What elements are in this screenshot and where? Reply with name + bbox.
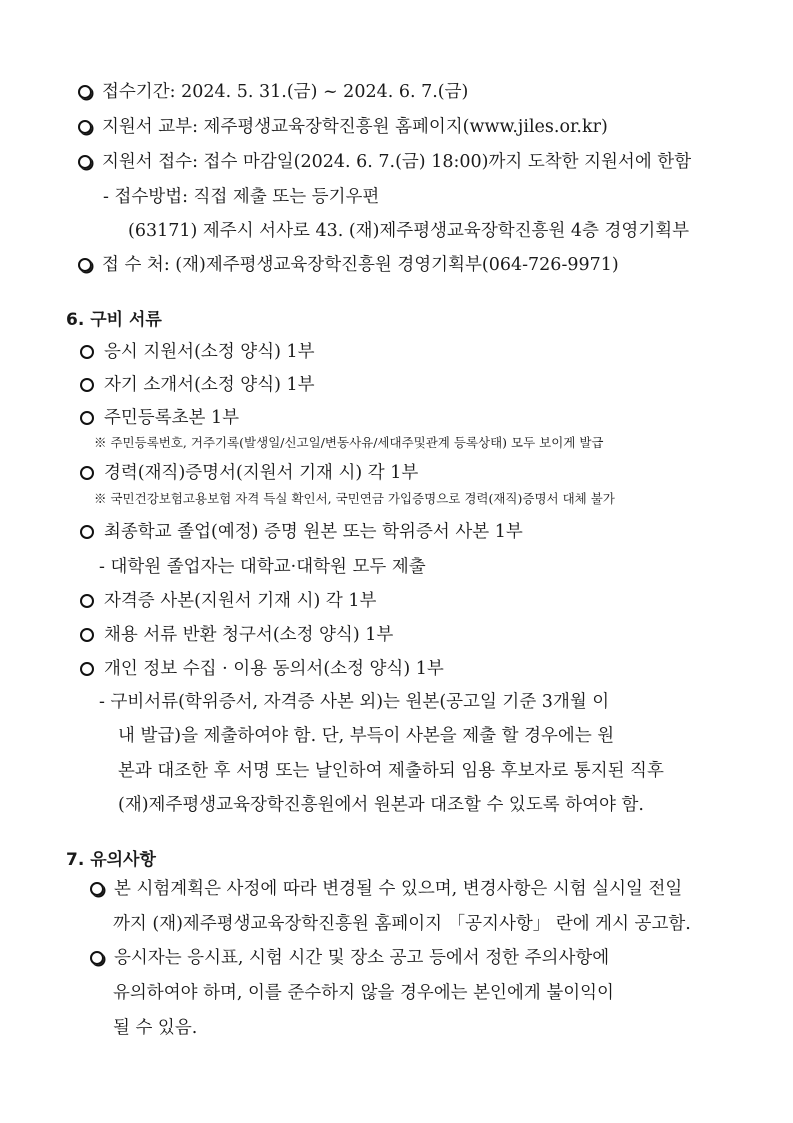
circle-bullet-icon (80, 628, 94, 642)
note-career: ※ 국민건강보험고용보험 자격 득실 확인서, 국민연금 가입증명으로 경력(재직)증명서 대체 불가 (94, 491, 615, 506)
application-submission: 지원서 접수: 접수 마감일(2024. 6. 7.(금) 18:00)까지 도착한 지원서에 한함 (78, 150, 691, 174)
application-period: 접수기간: 2024. 5. 31.(금) ~ 2024. 6. 7.(금) (78, 80, 468, 104)
circle-bullet-icon (80, 594, 94, 608)
circle-bullet-icon (80, 466, 94, 480)
list-item: 자격증 사본(지원서 기재 시) 각 1부 (80, 589, 376, 613)
section6-title: 6. 구비 서류 (66, 310, 162, 330)
list-item: 개인 정보 수집 · 이용 동의서(소정 양식) 1부 (80, 657, 444, 681)
circle-bullet-icon (80, 378, 94, 392)
circle-bullet-icon (90, 951, 104, 965)
sub-docs-line: (재)제주평생교육장학진흥원에서 원본과 대조할 수 있도록 하여야 함. (118, 795, 644, 815)
application-address: (63171) 제주시 서사로 43. (재)제주평생교육장학진흥원 4층 경영기획부 (128, 221, 690, 241)
sub-docs-line: 내 발급)을 제출하여야 함. 단, 부득이 사본을 제출 할 경우에는 원 (118, 726, 615, 746)
section7-title: 7. 유의사항 (66, 850, 156, 870)
circle-bullet-icon (78, 120, 92, 134)
list-item: 최종학교 졸업(예정) 증명 원본 또는 학위증서 사본 1부 (80, 520, 523, 544)
sub-docs-line: - 구비서류(학위증서, 자격증 사본 외)는 원본(공고일 기준 3개월 이 (99, 692, 610, 712)
notice-item-cont: 유의하여야 하며, 이를 준수하지 않을 경우에는 본인에게 불이익이 (113, 983, 614, 1003)
circle-bullet-icon (78, 85, 92, 99)
circle-bullet-icon (80, 662, 94, 676)
list-item: 경력(재직)증명서(지원서 기재 시) 각 1부 (80, 461, 418, 485)
notice-item: 본 시험계획은 사정에 따라 변경될 수 있으며, 변경사항은 시험 실시일 전일 (90, 877, 682, 901)
application-office: 접 수 처: (재)제주평생교육장학진흥원 경영기획부(064-726-9971) (78, 253, 619, 277)
notice-item: 응시자는 응시표, 시험 시간 및 장소 공고 등에서 정한 주의사항에 (90, 946, 609, 970)
list-item: 주민등록초본 1부 (80, 406, 239, 430)
application-method: - 접수방법: 직접 제출 또는 등기우편 (103, 187, 380, 207)
sub-graduate: - 대학원 졸업자는 대학교·대학원 모두 제출 (99, 557, 426, 577)
circle-bullet-icon (80, 345, 94, 359)
circle-bullet-icon (80, 411, 94, 425)
circle-bullet-icon (80, 525, 94, 539)
list-item: 채용 서류 반환 청구서(소정 양식) 1부 (80, 623, 393, 647)
list-item: 응시 지원서(소정 양식) 1부 (80, 340, 315, 364)
note-resident: ※ 주민등록번호, 거주기록(발생일/신고일/변동사유/세대주및관계 등록상태) 모두 보이게 발급 (94, 435, 604, 450)
application-distribution: 지원서 교부: 제주평생교육장학진흥원 홈페이지(www.jiles.or.kr) (78, 115, 608, 139)
circle-bullet-icon (78, 155, 92, 169)
sub-docs-line: 본과 대조한 후 서명 또는 날인하여 제출하되 임용 후보자로 통지된 직후 (118, 761, 664, 781)
notice-item-cont: 까지 (재)제주평생교육장학진흥원 홈페이지 「공지사항」 란에 게시 공고함. (113, 914, 691, 934)
circle-bullet-icon (90, 882, 104, 896)
list-item: 자기 소개서(소정 양식) 1부 (80, 373, 315, 397)
notice-item-cont: 될 수 있음. (113, 1018, 198, 1038)
circle-bullet-icon (78, 258, 92, 272)
